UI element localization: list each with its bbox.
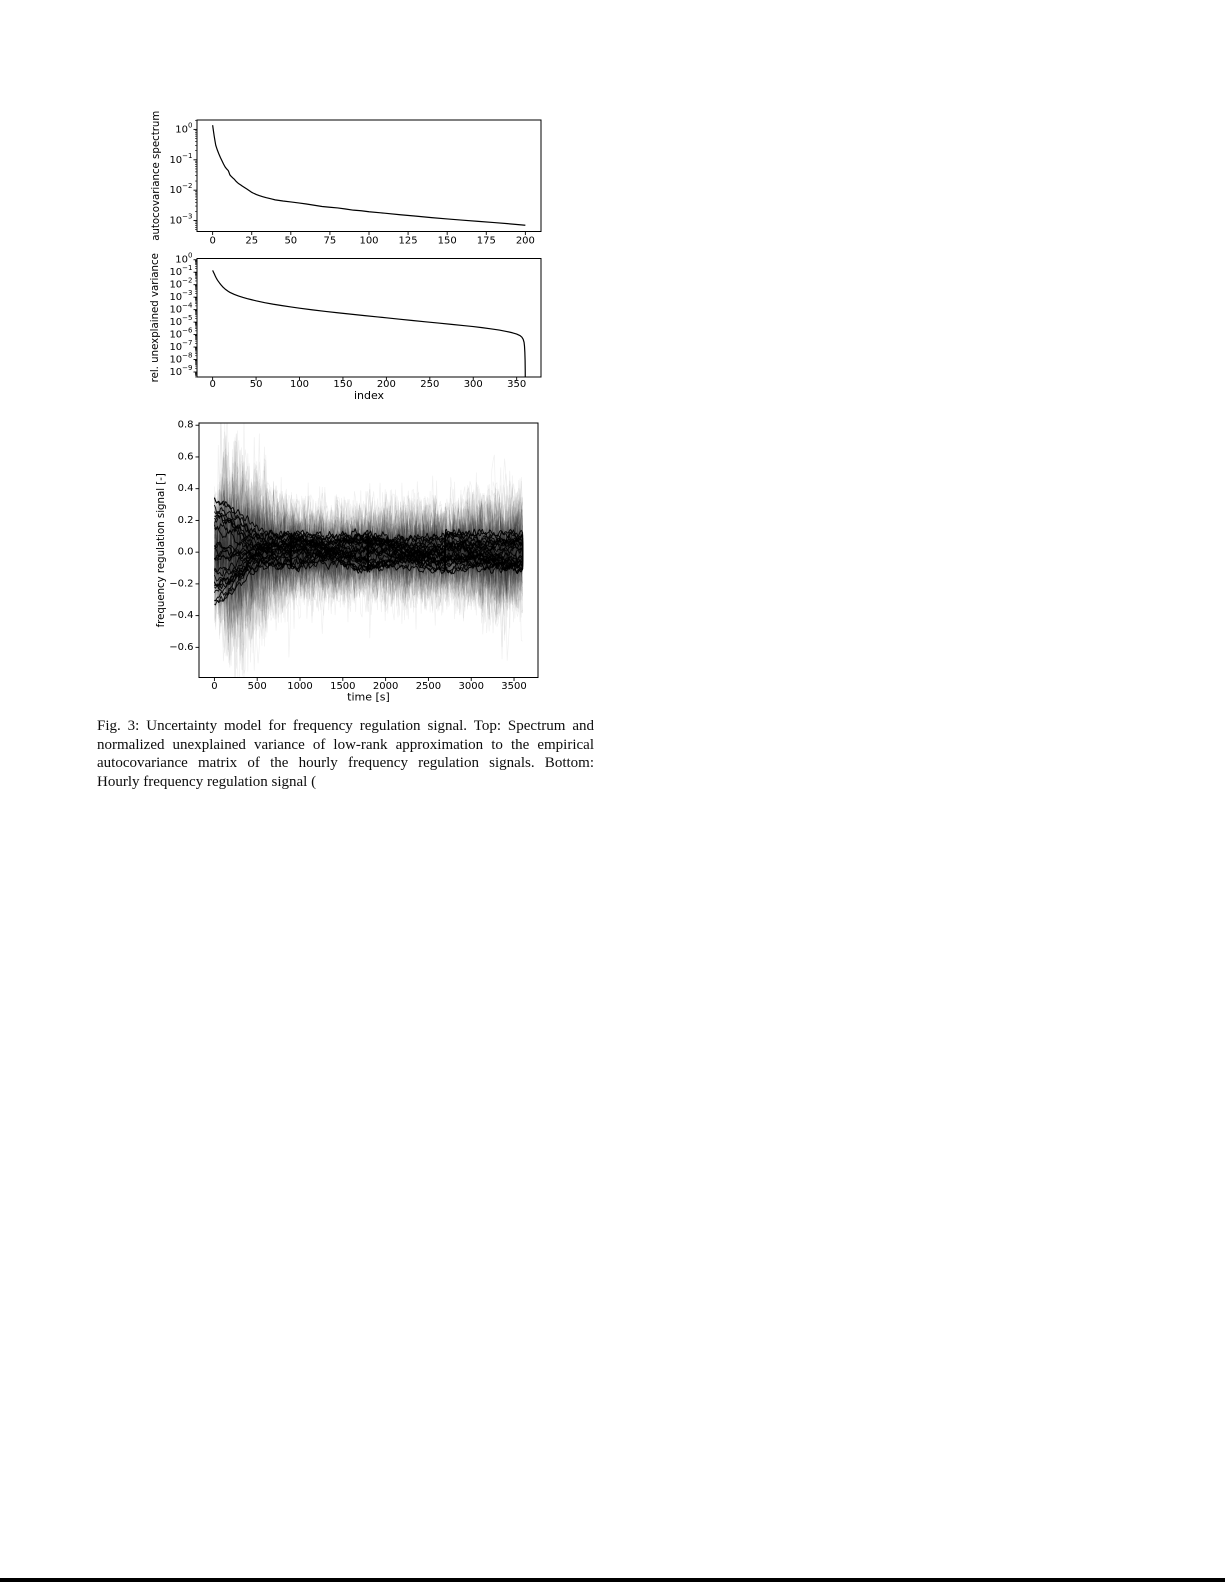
svg-text:500: 500 (247, 681, 267, 692)
svg-text:10−3: $10^{-3}$ (169, 289, 193, 303)
caption-line-3: autocovariance matrix of the hourly frequency regulation signals. Bottom: (97, 755, 594, 772)
svg-text:100: $10^0$ (175, 121, 193, 135)
svg-text:rel. unexplained variance: rel. unexplained variance (150, 253, 161, 383)
svg-text:100: 100 (359, 235, 379, 247)
svg-text:300: 300 (463, 379, 483, 390)
svg-text:2000: 2000 (372, 681, 399, 692)
svg-text:3500: 3500 (501, 681, 527, 692)
svg-text:200: 200 (515, 235, 535, 247)
svg-text:100: $10^0$ (175, 251, 193, 266)
svg-text:10−6: $10^{-6}$ (169, 326, 193, 341)
plot1-axes (169, 252, 526, 390)
plot1-frame (197, 259, 541, 378)
svg-text:0: 0 (209, 379, 216, 390)
figure-3-plots (0, 0, 640, 712)
plot0-series (213, 125, 526, 225)
svg-text:index: index (353, 389, 385, 402)
svg-text:0.0: 0.0 (177, 546, 194, 558)
svg-text:10−1: $10^{-1}$ (169, 151, 193, 166)
svg-text:150: 150 (333, 379, 353, 390)
svg-text:25: 25 (245, 235, 259, 247)
svg-text:10−1: $10^{-1}$ (169, 264, 193, 278)
svg-text:200: 200 (376, 379, 396, 390)
svg-text:175: 175 (476, 235, 496, 247)
svg-text:0: 0 (209, 235, 216, 247)
svg-text:time [s]: time [s] (347, 690, 390, 704)
plot1-series (213, 270, 526, 380)
svg-text:75: 75 (323, 235, 337, 247)
svg-text:−0.6: −0.6 (169, 641, 194, 653)
svg-text:0.2: 0.2 (177, 514, 194, 526)
plot0-frame (197, 120, 541, 232)
svg-text:frequency regulation signal [-: frequency regulation signal [-] (156, 473, 167, 628)
svg-text:10−9: $10^{-9}$ (169, 364, 193, 378)
svg-text:−0.2: −0.2 (169, 578, 194, 590)
caption-line-1: Fig. 3: Uncertainty model for frequency regulation signal. Top: Spectrum and (97, 718, 594, 734)
svg-text:10−7: $10^{-7}$ (169, 339, 193, 353)
svg-text:autocovariance spectrum: autocovariance spectrum (151, 110, 162, 241)
svg-text:2500: 2500 (415, 681, 442, 692)
svg-text:0.8: 0.8 (177, 419, 194, 431)
svg-text:100: 100 (289, 379, 310, 390)
svg-text:10−2: $10^{-2}$ (169, 276, 193, 291)
svg-text:10−5: $10^{-5}$ (169, 314, 193, 328)
caption-line-4: Hourly frequency regulation signal ( (97, 773, 317, 790)
svg-text:150: 150 (437, 235, 457, 247)
caption-line-2: normalized unexplained variance of low-rank approximation to the empirical (97, 736, 594, 753)
svg-text:10−4: $10^{-4}$ (169, 301, 193, 316)
page-bottom-rule (0, 1578, 1225, 1582)
svg-text:50: 50 (284, 235, 298, 247)
svg-text:10−8: $10^{-8}$ (169, 351, 193, 366)
svg-text:10−3: $10^{-3}$ (169, 212, 193, 227)
plot0-axes (169, 120, 534, 246)
figure-caption (97, 717, 594, 791)
svg-text:1000: 1000 (287, 681, 313, 692)
svg-text:0.4: 0.4 (177, 483, 194, 495)
svg-text:−0.4: −0.4 (169, 610, 194, 622)
svg-text:1500: 1500 (330, 681, 356, 692)
svg-text:250: 250 (420, 379, 440, 390)
svg-text:3000: 3000 (458, 681, 484, 692)
svg-text:125: 125 (398, 235, 418, 247)
svg-text:350: 350 (507, 379, 527, 390)
svg-text:0.6: 0.6 (177, 451, 194, 463)
svg-text:0: 0 (211, 681, 218, 692)
svg-text:50: 50 (249, 379, 263, 390)
svg-text:10−2: $10^{-2}$ (169, 182, 193, 196)
